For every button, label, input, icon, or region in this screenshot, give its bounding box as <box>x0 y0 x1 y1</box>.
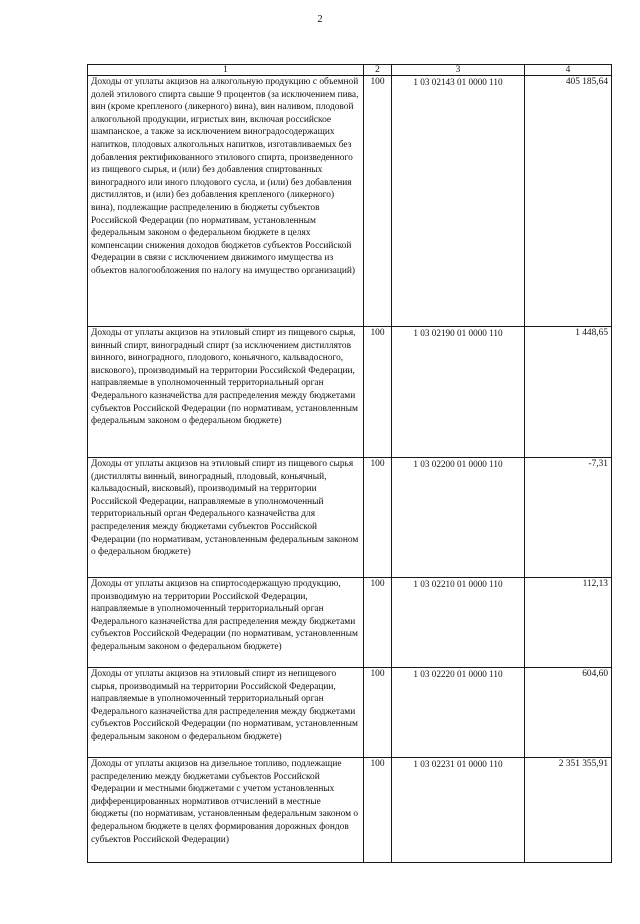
revenue-amount: 1 448,65 <box>525 327 612 458</box>
column-header-4: 4 <box>525 65 612 76</box>
budget-classification-code: 1 03 02143 01 0000 110 <box>392 76 525 327</box>
table-row <box>88 327 612 458</box>
revenue-description: Доходы от уплаты акцизов на этиловый спирт из пищевого сырья (дистилляты винный, виноградный, плодовый, коньячный, кальвадосный, висковый), производимый на территории Российской Федерации, направляемые в уполномоченный территориальный орган Федерального казначейства для распределения между бюджетами субъектов Российской Федерации (по нормативам, установленным федеральным законом о федеральном бюджете) <box>88 458 364 578</box>
page-number: 2 <box>317 14 323 25</box>
column-header-3: 3 <box>392 65 525 76</box>
revenue-amount: 112,13 <box>525 578 612 668</box>
revenue-amount: -7,31 <box>525 458 612 578</box>
table-row <box>88 578 612 668</box>
table-row <box>88 458 612 578</box>
revenue-amount: 2 351 355,91 <box>525 758 612 863</box>
administrator-code: 100 <box>364 458 392 578</box>
budget-classification-code: 1 03 02210 01 0000 110 <box>392 578 525 668</box>
administrator-code: 100 <box>364 327 392 458</box>
table-row <box>88 758 612 863</box>
column-header-2: 2 <box>364 65 392 76</box>
budget-classification-code: 1 03 02200 01 0000 110 <box>392 458 525 578</box>
administrator-code: 100 <box>364 76 392 327</box>
budget-classification-code: 1 03 02220 01 0000 110 <box>392 668 525 758</box>
revenue-amount: 405 185,64 <box>525 76 612 327</box>
revenue-description: Доходы от уплаты акцизов на алкогольную продукцию с объемной долей этилового спирта свыше 9 процентов (за исключением пива, вин (кроме крепленого (ликерного) вина), вин наливом, плодовой алкогольной продукции, игристых вин, включая российское шампанское, а также за исключением виноградосодержащих напитков, плодовых алкогольных напитков, изготавливаемых без добавления ректификованного этилового спирта, произведенного из пищевого сырья, и (или) без добавления спиртованных виноградного или иного плодового сусла, и (или) без добавления дистиллятов, и (или) без добавления крепленого (ликерного) вина), подлежащие распределению в бюджеты субъектов Российской Федерации (по нормативам, установленным федеральным законом о федеральном бюджете в целях компенсации снижения доходов бюджетов субъектов Российской Федерации в связи с исключением движимого имущества из объектов налогообложения по налогу на имущество организаций) <box>88 76 364 327</box>
revenue-description: Доходы от уплаты акцизов на этиловый спирт из пищевого сырья, винный спирт, виноградный спирт (за исключением дистиллятов винного, виноградного, плодового, коньячного, кальвадосного, вискового), производимый на территории Российской Федерации, направляемые в уполномоченный территориальный орган Федерального казначейства для распределения между бюджетами субъектов Российской Федерации (по нормативам, установленным федеральным законом о федеральном бюджете) <box>88 327 364 458</box>
revenue-description: Доходы от уплаты акцизов на этиловый спирт из непищевого сырья, производимый на территории Российской Федерации, направляемые в уполномоченный территориальный орган Федерального казначейства для распределения между бюджетами субъектов Российской Федерации (по нормативам, установленным федеральным законом о федеральном бюджете) <box>88 668 364 758</box>
administrator-code: 100 <box>364 578 392 668</box>
administrator-code: 100 <box>364 668 392 758</box>
table-row <box>88 76 612 327</box>
table-row <box>88 668 612 758</box>
revenue-description: Доходы от уплаты акцизов на дизельное топливо, подлежащие распределению между бюджетами субъектов Российской Федерации и местными бюджетами с учетом установленных дифференцированных нормативов отчислений в местные бюджеты (по нормативам, установленным федеральным законом о федеральном бюджете в целях формирования дорожных фондов субъектов Российской Федерации) <box>88 758 364 863</box>
budget-classification-code: 1 03 02190 01 0000 110 <box>392 327 525 458</box>
column-header-1: 1 <box>88 65 364 76</box>
budget-classification-code: 1 03 02231 01 0000 110 <box>392 758 525 863</box>
revenue-table <box>87 64 612 863</box>
header-row <box>88 65 612 76</box>
revenue-description: Доходы от уплаты акцизов на спиртосодержащую продукцию, производимую на территории Российской Федерации, направляемые в уполномоченный территориальный орган Федерального казначейства для распределения между бюджетами субъектов Российской Федерации (по нормативам, установленным федеральным законом о федеральном бюджете) <box>88 578 364 668</box>
revenue-amount: 604,60 <box>525 668 612 758</box>
administrator-code: 100 <box>364 758 392 863</box>
